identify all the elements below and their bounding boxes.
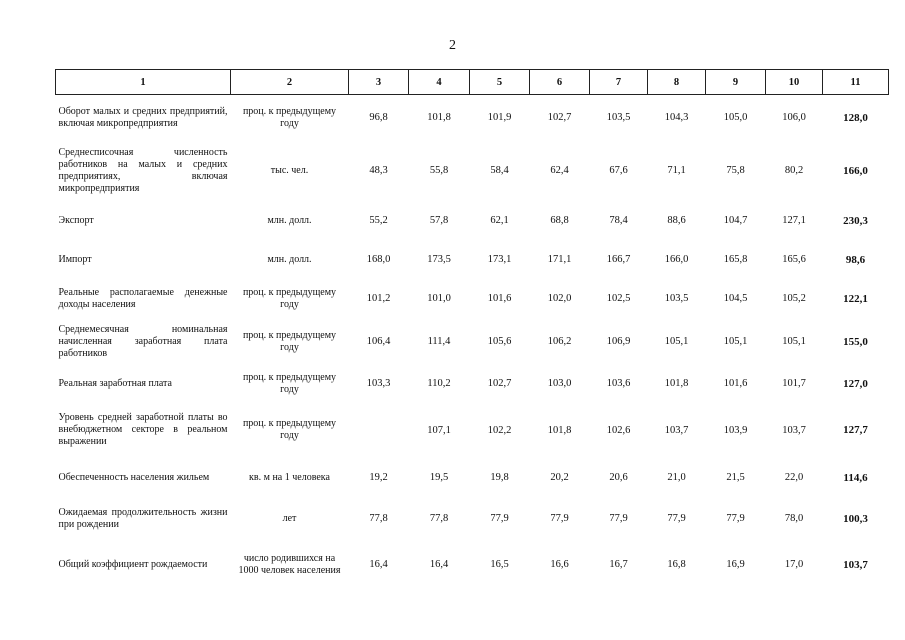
value-cell: 105,1 <box>664 336 689 347</box>
value-cell: 107,1 <box>427 424 451 436</box>
value-cell: 22,0 <box>784 472 804 483</box>
value-cell: 16,9 <box>726 559 745 570</box>
value-cell: 78,4 <box>609 215 628 226</box>
value-cell: 77,8 <box>429 513 449 524</box>
unit-cell: млн. долл. <box>267 253 312 265</box>
value-cell: 71,1 <box>667 165 686 176</box>
value-cell: 67,6 <box>609 165 628 176</box>
value-cell: 77,8 <box>369 513 388 524</box>
table-row <box>56 279 889 319</box>
value-cell: 62,4 <box>550 165 569 176</box>
value-cell: 80,2 <box>784 165 804 176</box>
value-cell: 166,0 <box>664 254 689 265</box>
table-row <box>56 540 889 590</box>
value-cell: 173,5 <box>427 254 451 265</box>
column-header: 7 <box>590 70 648 95</box>
value-cell: 102,0 <box>547 293 572 304</box>
value-cell: 55,8 <box>429 165 449 176</box>
value-cell: 101,8 <box>664 378 689 389</box>
value-cell: 104,5 <box>723 293 748 304</box>
value-cell: 106,4 <box>366 336 391 347</box>
value-cell: 101,6 <box>723 378 748 389</box>
total-value-cell: 127,0 <box>843 377 868 390</box>
value-cell: 101,2 <box>366 293 391 304</box>
unit-cell: лет <box>282 512 297 524</box>
unit-cell: млн. долл. <box>267 214 312 226</box>
value-cell: 16,6 <box>550 559 569 570</box>
value-cell: 16,4 <box>429 559 449 570</box>
value-cell: 105,6 <box>487 336 512 347</box>
total-value-cell: 103,7 <box>843 558 868 571</box>
value-cell: 77,9 <box>667 513 686 524</box>
value-cell: 101,9 <box>487 112 512 124</box>
total-value-cell: 98,6 <box>845 253 866 266</box>
value-cell: 21,0 <box>667 472 686 483</box>
value-cell: 17,0 <box>784 559 804 570</box>
value-cell: 58,4 <box>490 165 509 176</box>
value-cell: 68,8 <box>550 215 569 226</box>
value-cell: 102,7 <box>547 112 572 124</box>
value-cell: 103,6 <box>606 378 631 389</box>
indicator-name: Общий коэффициент рождаемости <box>58 558 208 570</box>
value-cell: 105,2 <box>782 293 806 304</box>
table-row <box>56 241 889 279</box>
value-cell: 168,0 <box>366 254 391 265</box>
value-cell: 111,4 <box>427 336 451 347</box>
column-header: 8 <box>648 70 706 95</box>
column-header: 11 <box>823 70 889 95</box>
column-header: 3 <box>349 70 409 95</box>
total-value-cell: 166,0 <box>843 164 868 177</box>
column-header: 4 <box>409 70 470 95</box>
column-header: 1 <box>56 70 231 95</box>
value-cell: 173,1 <box>487 254 512 265</box>
total-value-cell: 114,6 <box>843 471 868 484</box>
table-row <box>56 95 889 141</box>
unit-cell: проц. к предыдущему году <box>242 105 337 129</box>
value-cell: 103,9 <box>723 424 748 436</box>
value-cell: 102,2 <box>487 424 512 436</box>
value-cell: 110,2 <box>427 378 451 389</box>
value-cell: 57,8 <box>429 215 449 226</box>
indicator-name: Реальные располагаемые денежные доходы населения <box>58 286 228 310</box>
value-cell: 103,5 <box>606 112 631 124</box>
indicator-name: Оборот малых и средних предприятий, включая микропредприятия <box>58 105 228 129</box>
value-cell: 16,8 <box>667 559 686 570</box>
total-value-cell: 100,3 <box>843 512 868 525</box>
table-row <box>56 498 889 540</box>
table-row <box>56 403 889 458</box>
value-cell: 77,9 <box>550 513 569 524</box>
value-cell: 19,5 <box>429 472 449 483</box>
indicators-table <box>55 69 889 590</box>
value-cell: 103,0 <box>547 378 572 389</box>
indicator-name: Среднесписочная численность работников на малых и средних предприятиях, включая микропредприятия <box>58 146 228 194</box>
table-row <box>56 141 889 201</box>
column-number-header-row <box>56 70 889 95</box>
unit-cell: проц. к предыдущему году <box>242 286 337 310</box>
value-cell: 106,9 <box>606 336 631 347</box>
total-value-cell: 127,7 <box>843 424 868 436</box>
value-cell: 77,9 <box>609 513 628 524</box>
indicator-name: Среднемесячная номинальная начисленная заработная плата работников <box>58 323 228 359</box>
unit-cell: проц. к предыдущему году <box>242 329 337 353</box>
value-cell: 19,2 <box>369 472 388 483</box>
value-cell: 103,7 <box>782 424 806 436</box>
value-cell: 96,8 <box>369 112 388 124</box>
unit-cell: кв. м на 1 человека <box>249 471 330 483</box>
value-cell: 101,7 <box>782 378 806 389</box>
value-cell: 105,0 <box>723 112 748 124</box>
indicator-name: Экспорт <box>58 214 94 226</box>
value-cell: 88,6 <box>667 215 686 226</box>
value-cell: 101,6 <box>487 293 512 304</box>
value-cell <box>349 403 409 458</box>
value-cell: 21,5 <box>726 472 745 483</box>
indicator-name: Импорт <box>58 253 92 265</box>
value-cell: 104,7 <box>723 215 748 226</box>
value-cell: 16,4 <box>369 559 388 570</box>
value-cell: 75,8 <box>726 165 745 176</box>
value-cell: 19,8 <box>490 472 509 483</box>
total-value-cell: 128,0 <box>843 111 868 124</box>
value-cell: 77,9 <box>726 513 745 524</box>
value-cell: 165,8 <box>723 254 748 265</box>
value-cell: 103,7 <box>664 424 689 436</box>
value-cell: 62,1 <box>490 215 509 226</box>
value-cell: 48,3 <box>369 165 388 176</box>
value-cell: 105,1 <box>723 336 748 347</box>
column-header: 10 <box>766 70 823 95</box>
unit-cell: тыс. чел. <box>270 164 309 176</box>
value-cell: 166,7 <box>606 254 631 265</box>
table-row <box>56 458 889 498</box>
value-cell: 106,2 <box>547 336 572 347</box>
table-row <box>56 201 889 241</box>
value-cell: 102,7 <box>487 378 512 389</box>
indicator-name: Реальная заработная плата <box>58 377 172 389</box>
total-value-cell: 230,3 <box>843 214 868 227</box>
value-cell: 103,5 <box>664 293 689 304</box>
column-header: 5 <box>470 70 530 95</box>
unit-cell: проц. к предыдущему году <box>242 371 337 395</box>
value-cell: 101,8 <box>547 424 572 436</box>
indicator-name: Уровень средней заработной платы во внебюджетном секторе в реальном выражении <box>58 412 228 447</box>
value-cell: 78,0 <box>784 513 804 524</box>
value-cell: 171,1 <box>547 254 572 265</box>
value-cell: 16,7 <box>609 559 628 570</box>
unit-cell: проц. к предыдущему году <box>242 418 337 441</box>
value-cell: 105,1 <box>782 336 806 347</box>
value-cell: 55,2 <box>369 215 388 226</box>
value-cell: 104,3 <box>664 112 689 124</box>
column-header: 6 <box>530 70 590 95</box>
value-cell: 127,1 <box>782 215 806 226</box>
unit-cell: число родившихся на 1000 человек населения <box>238 552 341 576</box>
table-row <box>56 319 889 365</box>
indicator-name: Обеспеченность населения жильем <box>58 471 210 483</box>
value-cell: 20,6 <box>609 472 628 483</box>
value-cell: 102,6 <box>606 424 631 436</box>
value-cell: 16,5 <box>490 559 509 570</box>
column-header: 9 <box>706 70 766 95</box>
total-value-cell: 155,0 <box>843 335 868 348</box>
value-cell: 101,8 <box>427 112 451 124</box>
value-cell: 106,0 <box>782 112 806 124</box>
value-cell: 102,5 <box>606 293 631 304</box>
value-cell: 77,9 <box>490 513 509 524</box>
value-cell: 101,0 <box>427 293 451 304</box>
total-value-cell: 122,1 <box>843 292 868 305</box>
value-cell: 103,3 <box>366 378 391 389</box>
value-cell: 165,6 <box>782 254 806 265</box>
table-row <box>56 365 889 403</box>
value-cell: 20,2 <box>550 472 569 483</box>
indicator-name: Ожидаемая продолжительность жизни при рождении <box>58 506 228 530</box>
column-header: 2 <box>231 70 349 95</box>
page-number: 2 <box>449 38 456 53</box>
